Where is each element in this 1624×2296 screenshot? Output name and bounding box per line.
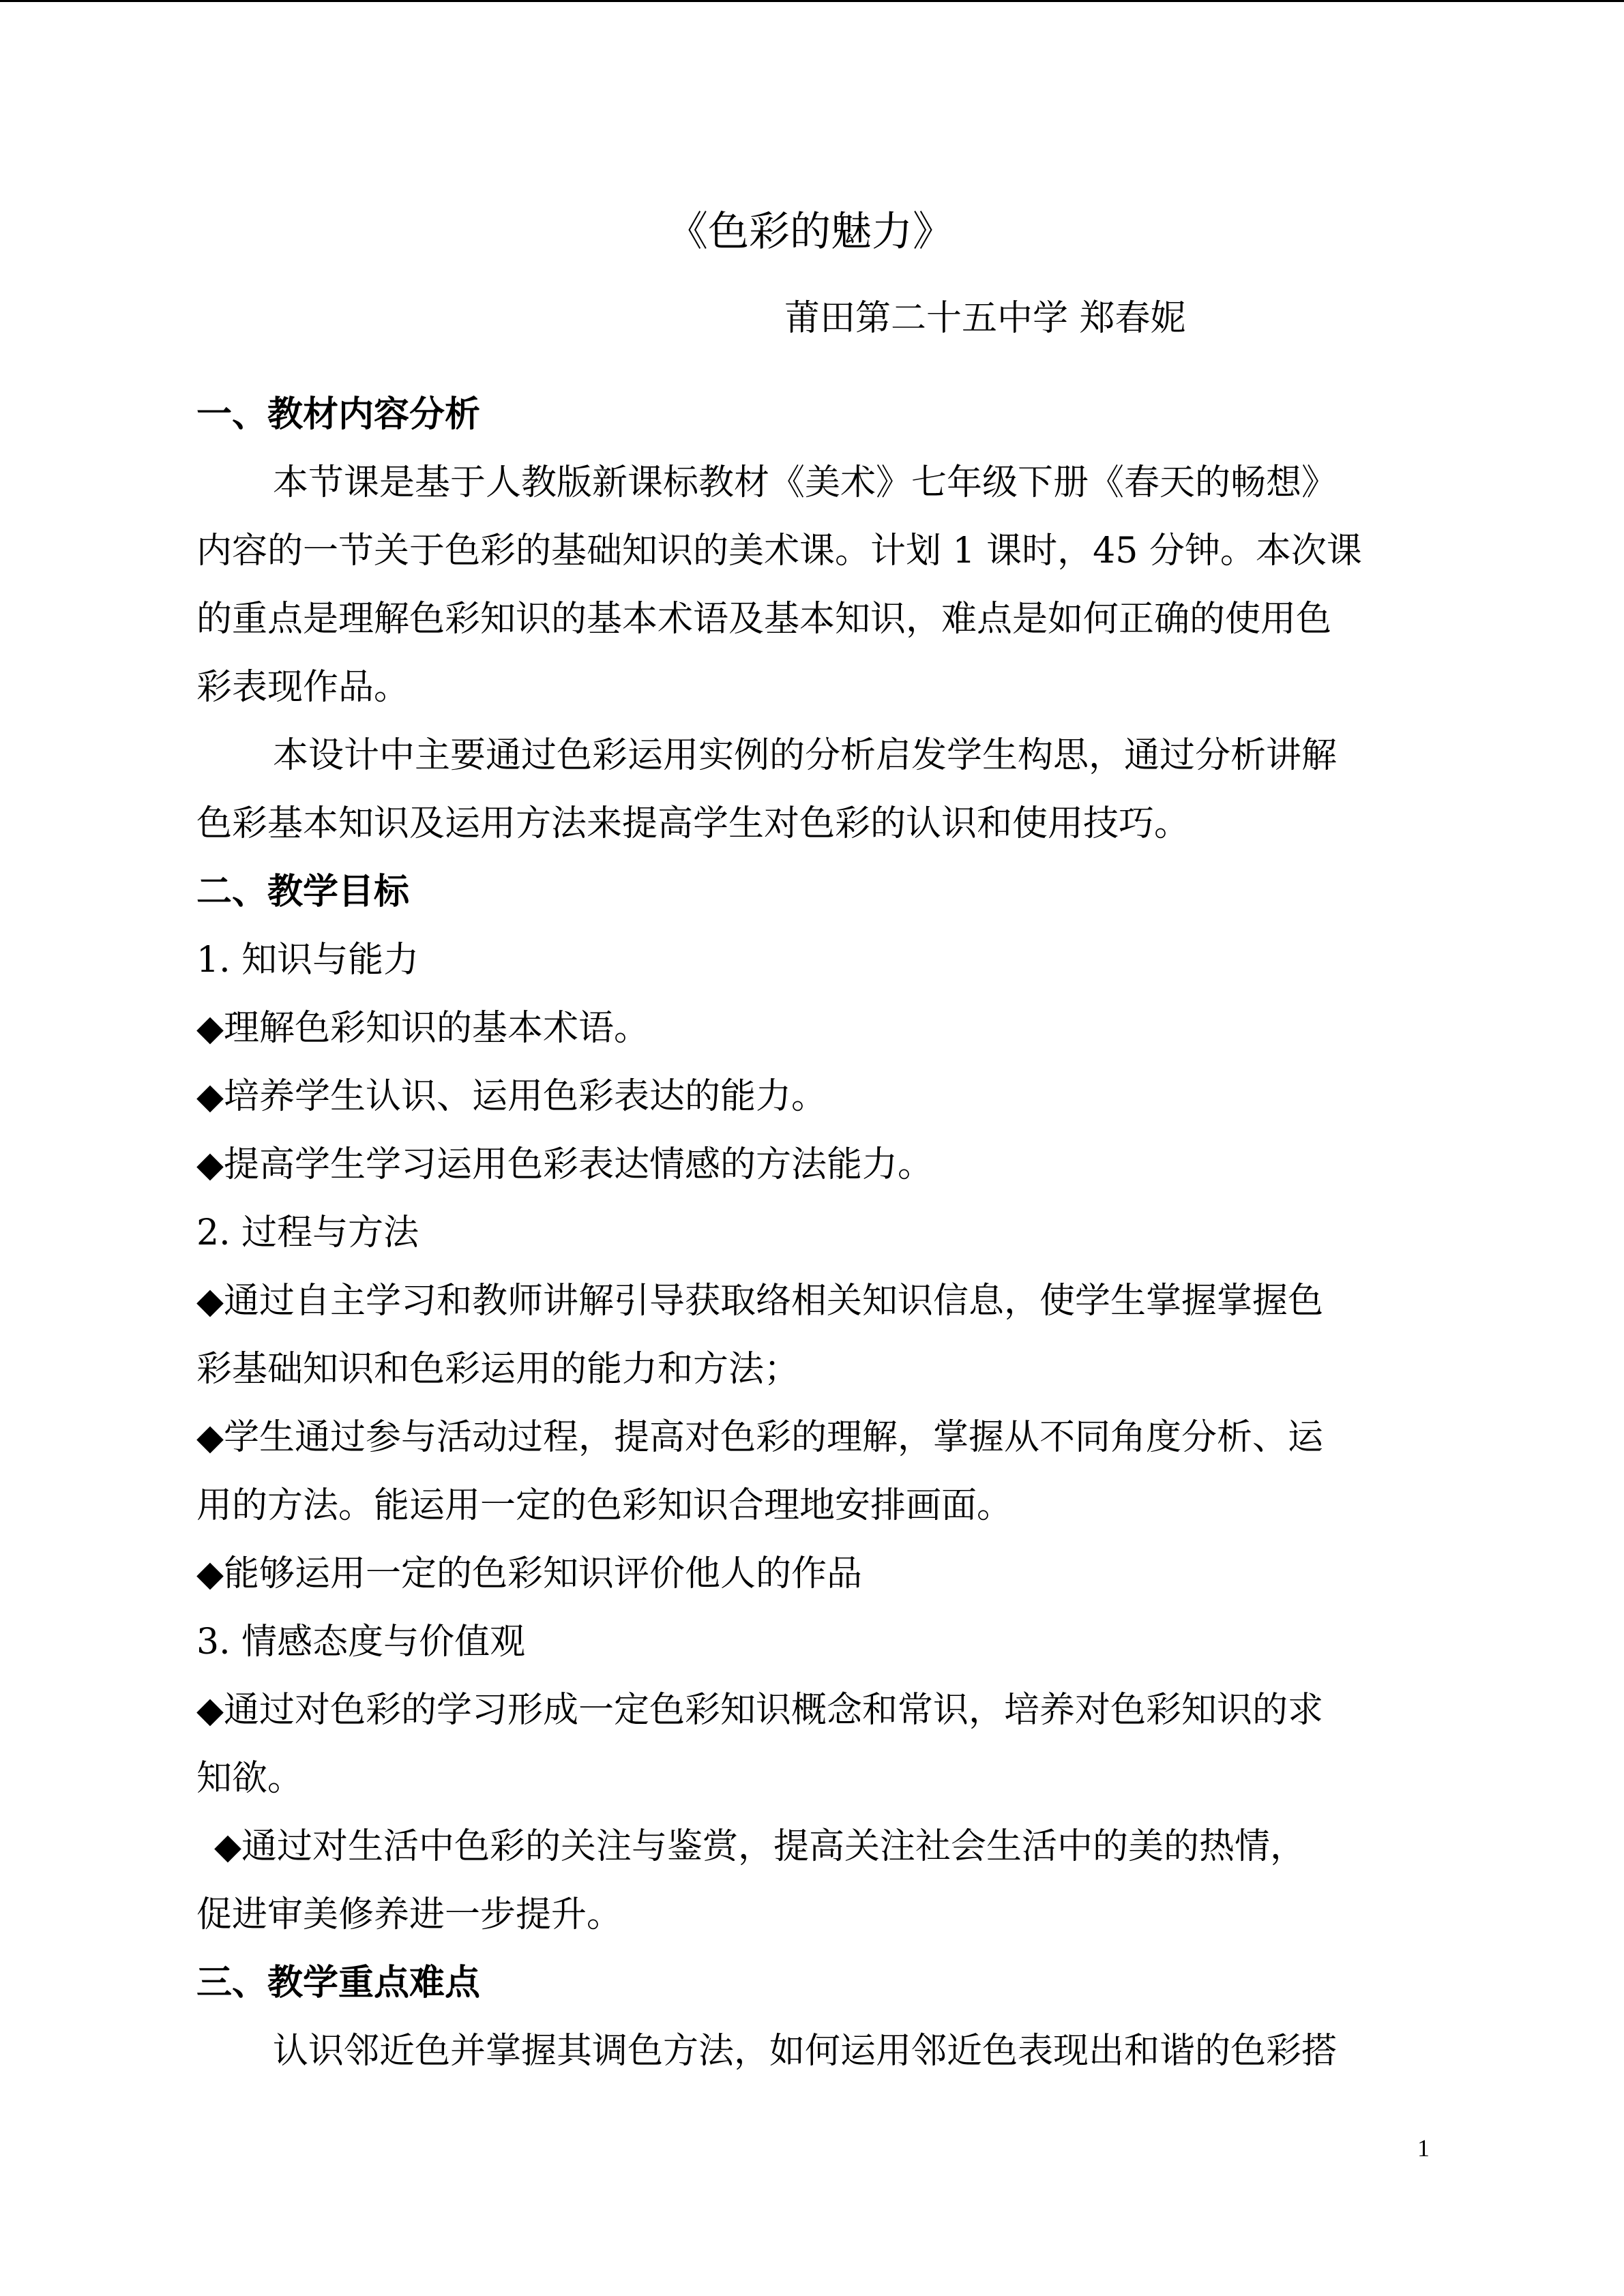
- top-border-line: [0, 0, 1624, 2]
- body-text-line: ◆通过自主学习和教师讲解引导获取络相关知识信息，使学生掌握掌握色: [196, 1281, 1323, 1322]
- section-heading: 二、教学目标: [196, 871, 410, 912]
- body-text-line: 认识邻近色并掌握其调色方法，如何运用邻近色表现出和谐的色彩搭: [273, 2031, 1338, 2072]
- body-text-line: 知欲。: [196, 1758, 304, 1799]
- body-text-line: ◆理解色彩知识的基本术语。: [196, 1008, 649, 1049]
- body-text-line: ◆通过对生活中色彩的关注与鉴赏，提高关注社会生活中的美的热情，: [214, 1826, 1305, 1867]
- body-text-line: 1. 知识与能力: [196, 940, 419, 981]
- body-text-line: 的重点是理解色彩知识的基本术语及基本知识，难点是如何正确的使用色: [196, 599, 1332, 640]
- body-text-line: 本节课是基于人教版新课标教材《美术》七年级下册《春天的畅想》: [273, 462, 1338, 503]
- section-heading: 三、教学重点难点: [196, 1962, 481, 2003]
- body-text-line: 内容的一节关于色彩的基础知识的美术课。计划 1 课时，45 分钟。本次课: [196, 531, 1362, 571]
- body-text-line: 彩基础知识和色彩运用的能力和方法；: [196, 1349, 800, 1390]
- body-text-line: 本设计中主要通过色彩运用实例的分析启发学生构思，通过分析讲解: [273, 735, 1338, 776]
- body-text-line: ◆通过对色彩的学习形成一定色彩知识概念和常识，培养对色彩知识的求: [196, 1690, 1323, 1731]
- body-text-line: 彩表现作品。: [196, 667, 410, 708]
- author-byline: 莆田第二十五中学 郑春妮: [784, 298, 1186, 339]
- body-text-line: ◆培养学生认识、运用色彩表达的能力。: [196, 1076, 827, 1117]
- section-heading: 一、教材内容分析: [196, 393, 481, 435]
- body-text-line: 2. 过程与方法: [196, 1212, 419, 1253]
- page-number: 1: [1417, 2134, 1430, 2162]
- body-text-line: 促进审美修养进一步提升。: [196, 1894, 623, 1935]
- body-text-line: 色彩基本知识及运用方法来提高学生对色彩的认识和使用技巧。: [196, 803, 1190, 844]
- body-text-line: 用的方法。能运用一定的色彩知识合理地安排画面。: [196, 1485, 1013, 1526]
- body-text-line: ◆提高学生学习运用色彩表达情感的方法能力。: [196, 1144, 933, 1185]
- body-text-line: ◆学生通过参与活动过程，提高对色彩的理解，掌握从不同角度分析、运: [196, 1417, 1323, 1458]
- body-text-line: ◆能够运用一定的色彩知识评价他人的作品: [196, 1553, 862, 1594]
- document-title: 《色彩的魅力》: [667, 208, 954, 256]
- body-text-line: 3. 情感态度与价值观: [196, 1622, 526, 1663]
- document-body: [196, 381, 1424, 2085]
